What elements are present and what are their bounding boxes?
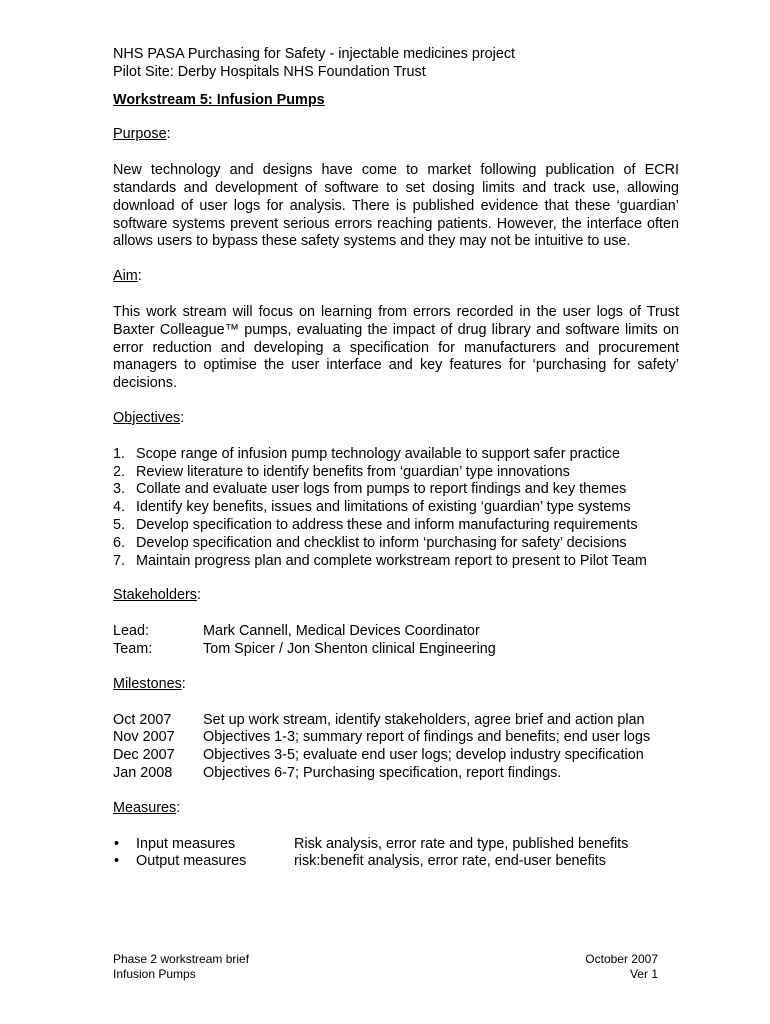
milestone-date: Nov 2007 — [113, 729, 175, 746]
footer-right — [585, 952, 658, 982]
stakeholder-role: Team: — [113, 640, 153, 657]
aim-heading-colon: : — [137, 268, 142, 285]
measures-heading-colon: : — [176, 799, 181, 816]
stakeholders-heading-text: Stakeholders — [113, 587, 197, 604]
stakeholder-name: Tom Spicer / Jon Shenton clinical Engineering — [203, 640, 496, 657]
stakeholder-name: Mark Cannell, Medical Devices Coordinator — [203, 623, 480, 640]
purpose-heading-text: Purpose — [113, 126, 167, 143]
list-item — [113, 464, 679, 482]
milestone-row — [113, 729, 679, 747]
measures-heading — [113, 800, 679, 818]
list-item-number: 6. — [113, 534, 126, 551]
milestone-date: Dec 2007 — [113, 747, 175, 764]
measures-list — [113, 836, 679, 872]
milestones-list — [113, 712, 679, 783]
milestone-row — [113, 712, 679, 730]
milestones-heading-text: Milestones — [113, 675, 182, 692]
header-line-2: Pilot Site: Derby Hospitals NHS Foundation Trust — [113, 63, 426, 80]
footer-date: October 2007 — [585, 952, 658, 966]
milestone-text: Set up work stream, identify stakeholders, agree brief and action plan — [203, 711, 645, 728]
measure-name: Input measures — [136, 835, 236, 852]
footer-doc-type: Phase 2 workstream brief — [113, 952, 250, 966]
objectives-heading — [113, 410, 679, 428]
milestones-heading — [113, 676, 679, 694]
milestones-heading-colon: : — [181, 675, 186, 692]
measure-value: risk:benefit analysis, error rate, end-user benefits — [294, 853, 606, 870]
aim-heading — [113, 268, 679, 286]
list-item-number: 7. — [113, 552, 126, 569]
list-item — [113, 535, 679, 553]
list-item — [113, 517, 679, 535]
objectives-heading-colon: : — [180, 409, 185, 426]
list-item — [113, 446, 679, 464]
stakeholders-heading-colon: : — [197, 587, 201, 604]
milestone-text: Objectives 1-3; summary report of findings and benefits; end user logs — [203, 729, 651, 746]
purpose-text: New technology and designs have come to market following publication of ECRI standards and development of software to set dosing limits and track use, allowing download of user logs for analysis. There is published evidence that these ‘guardian’ software systems prevent serious errors reaching patients. However, the interface often allows users to bypass these safety systems and they may not be intuitive to use. — [113, 162, 679, 250]
stakeholder-row — [113, 623, 679, 641]
measure-name: Output measures — [136, 853, 247, 870]
list-item-text: Develop specification and checklist to inform ‘purchasing for safety’ decisions — [136, 534, 627, 551]
document-title: Workstream 5: Infusion Pumps — [113, 91, 325, 108]
milestone-text: Objectives 6-7; Purchasing specification, report findings. — [203, 764, 562, 781]
list-item-text: Develop specification to address these and inform manufacturing requirements — [136, 516, 638, 533]
stakeholder-row — [113, 641, 679, 659]
list-item-text: Review literature to identify benefits from ‘guardian’ type innovations — [136, 463, 570, 480]
footer-left — [113, 952, 249, 982]
list-item — [113, 499, 679, 517]
list-item — [113, 553, 679, 571]
list-item — [113, 481, 679, 499]
header-line-1: NHS PASA Purchasing for Safety - injectable medicines project — [113, 46, 516, 62]
list-item-number: 1. — [113, 445, 126, 462]
purpose-heading — [113, 126, 679, 144]
document-page — [113, 46, 679, 871]
list-item-number: 4. — [113, 499, 126, 516]
milestone-date: Oct 2007 — [113, 711, 172, 728]
list-item-number: 3. — [113, 481, 126, 498]
list-item-text: Collate and evaluate user logs from pumps to report findings and key themes — [136, 481, 627, 498]
milestone-row — [113, 765, 679, 783]
milestone-date: Jan 2008 — [113, 764, 173, 781]
measure-row — [113, 836, 679, 854]
list-item-text: Scope range of infusion pump technology available to support safer practice — [136, 445, 620, 462]
footer-doc-topic: Infusion Pumps — [113, 967, 196, 981]
list-item-text: Identify key benefits, issues and limitations of existing ‘guardian’ type systems — [136, 499, 631, 516]
measures-heading-text: Measures — [113, 799, 177, 816]
footer-version: Ver 1 — [629, 967, 658, 981]
milestone-text: Objectives 3-5; evaluate end user logs; develop industry specification — [203, 747, 644, 764]
bullet-icon: • — [114, 835, 120, 852]
stakeholders-heading — [113, 587, 679, 605]
measure-row — [113, 853, 679, 871]
measure-value: Risk analysis, error rate and type, published benefits — [294, 835, 629, 852]
objectives-list — [113, 446, 679, 571]
aim-heading-text: Aim — [113, 268, 138, 285]
list-item-text: Maintain progress plan and complete workstream report to present to Pilot Team — [136, 552, 647, 569]
purpose-heading-colon: : — [166, 126, 171, 143]
stakeholder-role: Lead: — [113, 623, 150, 640]
list-item-number: 2. — [113, 463, 126, 480]
stakeholders-list — [113, 623, 679, 659]
milestone-row — [113, 747, 679, 765]
bullet-icon: • — [114, 853, 120, 870]
objectives-heading-text: Objectives — [113, 409, 181, 426]
list-item-number: 5. — [113, 516, 126, 533]
aim-text: This work stream will focus on learning from errors recorded in the user logs of Trust Baxter Colleague™ pumps, evaluating the impact of drug library and software limits on error reduction and developing a specification for manufacturers and procurement managers to optimise the user interface and key features for ‘purchasing for safety’ decisions. — [113, 303, 679, 392]
